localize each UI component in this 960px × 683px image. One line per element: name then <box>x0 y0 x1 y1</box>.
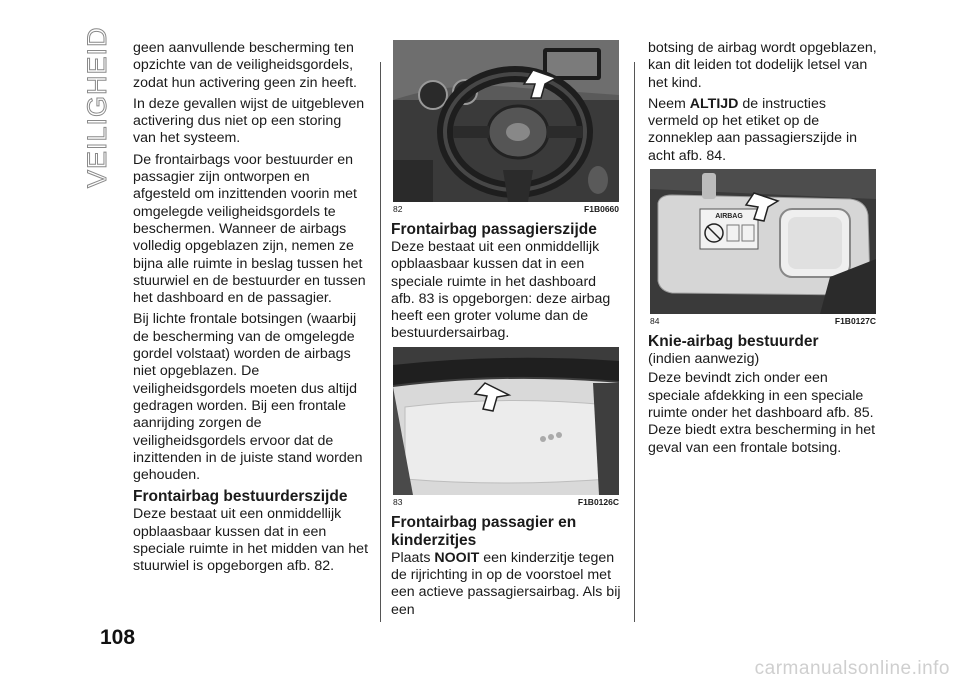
figure-code: F1B0127C <box>834 316 876 327</box>
text-column-1 <box>133 40 368 580</box>
heading-passenger-airbag: Frontairbag passagierszijde <box>391 221 597 238</box>
paragraph: Bij lichte frontale botsingen (waarbij de bescherming van de omgelegde gordel volstaat) worden de airbags niet opgeblazen. De veiligheidsgordels moeten dus altijd gedragen worden. Bij een frontale aanrijding zorgen de veiligheidsgordels ervoor dat de inzittenden in de juiste stand worden gehouden. <box>133 311 363 484</box>
figure-83-dashboard <box>393 347 619 508</box>
paragraph: botsing de airbag wordt opgeblazen, kan dit leiden tot dodelijk letsel van het kind. <box>648 40 877 91</box>
figure-number: 84 <box>650 316 660 327</box>
paragraph: Deze bevindt zich onder een speciale afdekking in een speciale ruimte onder het dashboard afb. 85. Deze biedt extra bescherming in het geval van een frontale botsing. <box>648 370 876 456</box>
figure-82-steering-wheel <box>393 40 619 215</box>
paragraph: geen aanvullende bescherming ten opzichte van de veiligheidsgordels, zodat hun activering geen zin heeft. <box>133 40 358 91</box>
subheading-if-present: (indien aanwezig) <box>648 351 760 368</box>
heading-passenger-child-seat: Frontairbag passagier en kinderzitjes <box>391 513 577 549</box>
emphasis-always: ALTIJD <box>689 95 739 112</box>
watermark: carmanualsonline.info <box>754 658 950 679</box>
text-column-3 <box>648 40 880 461</box>
figure-code: F1B0660 <box>584 204 619 214</box>
emphasis-never: NOOIT <box>434 549 480 566</box>
figure-84-sun-visor <box>650 169 876 327</box>
section-title: VEILIGHEID <box>82 26 112 188</box>
paragraph: De frontairbags voor bestuurder en passagier zijn ontworpen en afgesteld om inzittenden voorin met omgelegde veiligheidsgordels te beschermen. Wanneer de airbags volledig opgeblazen zijn, nemen ze bijna alle ruimte in beslag tussen het stuurwiel en de bestuurder en tussen het dashboard en de passagier. <box>133 151 366 307</box>
figure-code: F1B0126C <box>577 496 619 507</box>
visor-label-text: AIRBAG <box>715 213 743 221</box>
paragraph: Deze bestaat uit een onmiddellijk opblaasbaar kussen dat in een speciale ruimte in het dashboard afb. 83 is opgeborgen: deze airbag heeft een groter volume dan de bestuurdersairbag. <box>391 239 611 342</box>
heading-driver-airbag: Frontairbag bestuurderszijde <box>133 488 348 506</box>
figure-caption <box>393 204 619 215</box>
dashboard-image <box>393 347 619 495</box>
paragraph: Plaats NOOIT een kinderzitje tegen de rijrichting in op de voorstoel met een actieve passagiersairbag. Als bij een <box>391 549 621 618</box>
paragraph: In deze gevallen wijst de uitgebleven activering dus niet op een storing van het systeem. <box>133 95 365 147</box>
text-column-2 <box>391 40 621 623</box>
heading-knee-airbag: Knie-airbag bestuurder <box>648 333 819 351</box>
paragraph: Deze bestaat uit een onmiddellijk opblaasbaar kussen dat in een speciale ruimte in het midden van het stuurwiel is opgeborgen afb. 82. <box>133 506 369 575</box>
column-divider <box>380 62 381 622</box>
figure-number: 82 <box>393 204 403 214</box>
steering-wheel-image <box>393 40 619 202</box>
paragraph: Neem ALTIJD de instructies vermeld op het etiket op de zonneklep aan passagierszijde in acht afb. 84. <box>648 95 858 164</box>
page-number: 108 <box>100 626 136 649</box>
figure-caption <box>393 497 619 508</box>
column-divider <box>634 62 635 622</box>
figure-caption <box>650 316 876 327</box>
figure-number: 83 <box>393 496 403 507</box>
sun-visor-image <box>650 169 876 314</box>
